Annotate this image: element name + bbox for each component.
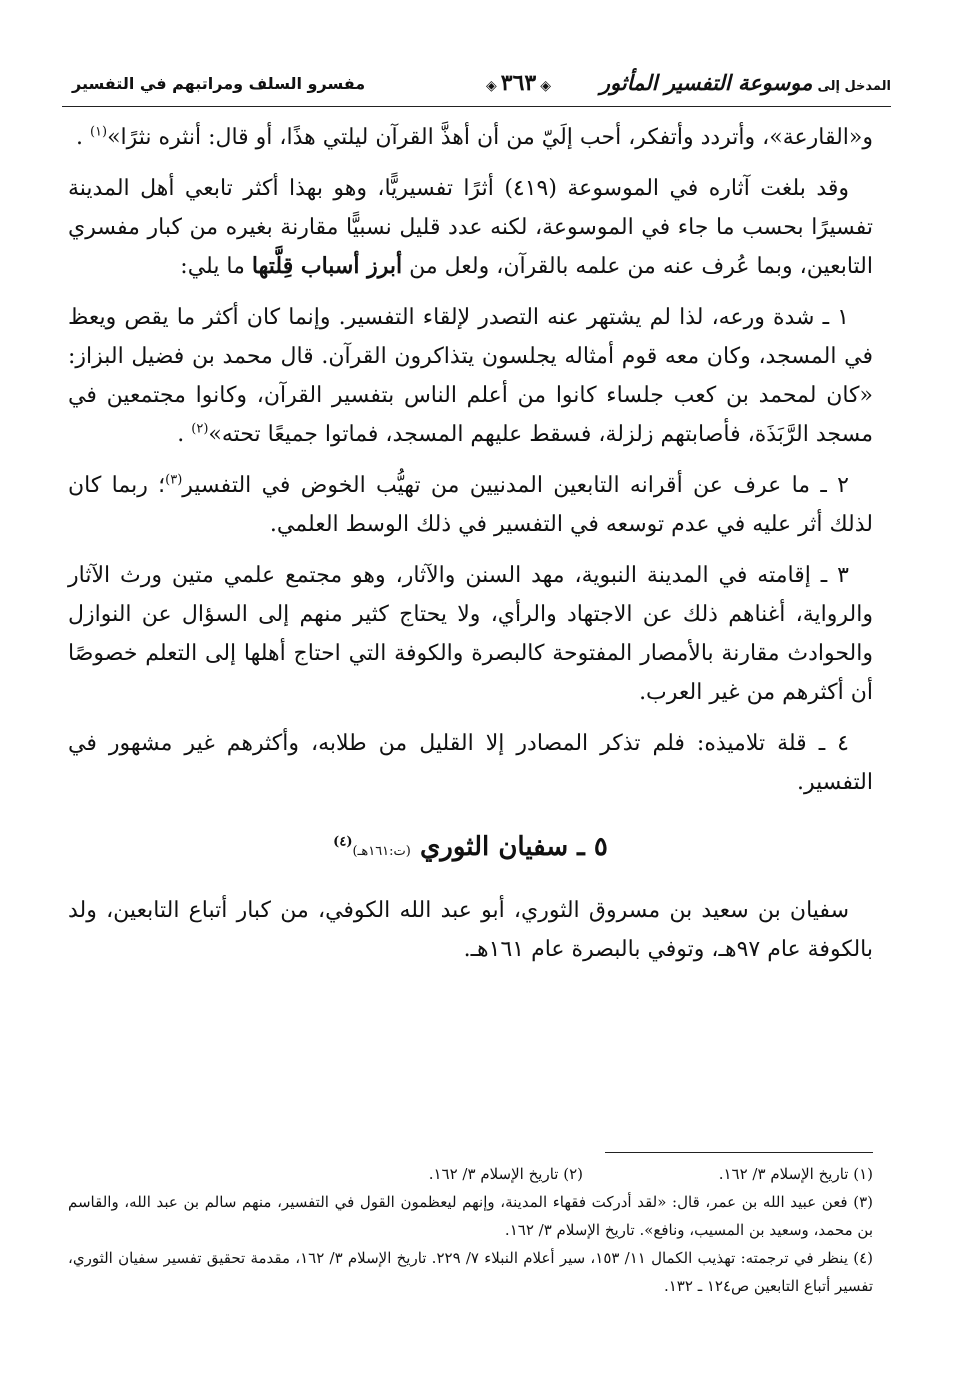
running-header [62, 60, 891, 104]
header-prefix: المدخل إلى [817, 79, 891, 94]
paragraph-5: ٣ ـ إقامته في المدينة النبوية، مهد السنن والآثار، وهو مجتمع علمي متين ورث الآثار والرواية، أغناهم ذلك عن الاجتهاد والرأي، ولا يحتاج كثير منهم إلى السؤال عن النوازل والحوادث مقارنة بالأمصار المفتوحة كالبصرة والكوفة التي احتاج أهلها إلى التعلم خصوصًا أن أكثرهم من غير العرب. [68, 563, 873, 705]
footnote-2: (٢) تاريخ الإسلام ٣/ ١٦٢. [428, 1165, 583, 1183]
section-heading-text: ٥ ـ سفيان الثوري [419, 832, 608, 862]
section-heading-date: (ت:١٦١هـ) [352, 844, 411, 859]
paragraph-text: ١ ـ شدة ورعه، لذا لم يشتهر عنه التصدر لإلقاء التفسير. وإنما كان أكثر ما يقص ويعظ في المسجد، وكان معه قوم أمثاله يجلسون يتذاكرون القرآن. قال محمد بن فضيل البزاز: «كان لمحمد بن كعب جلساء كانوا من أعلم الناس بتفسير القرآن، وكانوا مجتمعين في مسجد الرَّبَذَة، فأصابتهم زلزلة، فسقط عليهم المسجد، فماتوا جميعًا تحته» [68, 305, 873, 447]
ornament-icon: ◈ [486, 78, 497, 94]
header-book-title [600, 70, 891, 95]
header-page-number [482, 70, 555, 96]
footnote-row [68, 1160, 873, 1188]
footnote-ref: (٤) [333, 834, 353, 850]
paragraph-6: ٤ ـ قلة تلاميذه: فلم تذكر المصادر إلا القليل من طلابه، وأكثرهم غير مشهور في التفسير. [68, 731, 873, 795]
paragraph-7: سفيان بن سعيد بن مسروق الثوري، أبو عبد الله الكوفي، من كبار أتباع التابعين، ولد بالكوفة عام ٩٧هـ، وتوفي بالبصرة عام ١٦١هـ. [68, 898, 873, 962]
page-number: ٣٦٣ [500, 70, 537, 96]
footnote-ref: (٢) [191, 421, 209, 437]
bold-phrase: أبرز أسباب قِلَّتها [251, 253, 403, 279]
main-text [68, 118, 873, 981]
paragraph-text: ٢ ـ ما عرف عن أقرانه التابعين المدنيين من تهيُّب الخوض في التفسير [182, 473, 849, 498]
paragraph-text: و«القارعة»، وأتردد وأتفكر، أحب إلَيّ من أن أهذَّ القرآن ليلتي هذًا، أو قال: أنثره نثرًا» [107, 125, 873, 150]
paragraph-text: وقد بلغت آثاره في الموسوعة (٤١٩) أثرًا تفسيريًّا، وهو بهذا أكثر تابعي أهل المدينة تفسيرًا بحسب ما جاء في الموسوعة، لكنه عدد قليل نسبيًّا مقارنة بغيره من كبار مفسري التابعين، وبما عُرف عنه من علمه بالقرآن، ولعل من [68, 176, 873, 279]
section-heading [68, 828, 873, 871]
paragraph-2 [68, 169, 873, 286]
footnotes [68, 1160, 873, 1300]
book-logo: موسوعة التفسير المأثور [599, 70, 813, 95]
header-section-title: مفسرو السلف ومراتبهم في التفسير [72, 74, 366, 93]
ornament-icon: ◈ [540, 78, 552, 94]
paragraph-1: و«القارعة»، وأتردد وأتفكر، أحب إلَيّ من أن أهذَّ القرآن ليلتي هذًا، أو قال: أنثره نثرًا»$^{(١)}$ . [75, 124, 873, 150]
paragraph-3: ١ ـ شدة ورعه، لذا لم يشتهر عنه التصدر لإلقاء التفسير. وإنما كان أكثر ما يقص ويعظ في المسجد، وكان معه قوم أمثاله يجلسون يتذاكرون القرآن. قال محمد بن فضيل البزاز: «كان لمحمد بن كعب جلساء كانوا من أعلم الناس بتفسير القرآن، وكانوا مجتمعين في مسجد الرَّبَذَة، فأصابتهم زلزلة، فسقط عليهم المسجد، فماتوا جميعًا تحته»$^{(٢)}$ . [68, 305, 873, 447]
footnote-3: (٣) فعن عبيد الله بن عمر، قال: «لقد أدركت فقهاء المدينة، وإنهم ليعظمون القول في التفسير، منهم سالم بن عبد الله، والقاسم بن محمد، وسعيد بن المسيب، ونافع». تاريخ الإسلام ٣/ ١٦٢. [68, 1193, 873, 1239]
paragraph-text: ؛ ربما كان لذلك أثر عليه في عدم توسعه في التفسير في ذلك الوسط العلمي. [68, 473, 873, 537]
footnote-ref: (٣) [165, 472, 183, 488]
footnote-4: (٤) ينظر في ترجمته: تهذيب الكمال ١١/ ١٥٣، سير أعلام النبلاء ٧/ ٢٢٩. تاريخ الإسلام ٣/ ١٦٢، مقدمة تحقيق تفسير سفيان الثوري، تفسير أتباع التابعين ص١٢٤ ـ ١٣٢. [68, 1249, 874, 1295]
paragraph-4 [68, 466, 873, 544]
footnote-1: (١) تاريخ الإسلام ٣/ ١٦٢. [718, 1165, 873, 1183]
footnote-ref: (١) [89, 124, 108, 140]
paragraph-text: ما يلي: [180, 254, 252, 279]
footnote-rule [605, 1152, 873, 1153]
header-rule [62, 106, 891, 107]
